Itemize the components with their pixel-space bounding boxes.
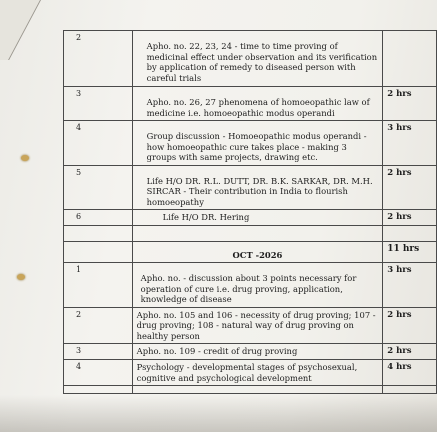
table-row — [64, 360, 437, 386]
table-row — [64, 165, 437, 210]
row-topic: Apho. no. 105 and 106 - necessity of drug proving; 107 - drug proving; 108 - natural way of drug proving on healthy person — [132, 307, 383, 344]
table-row — [64, 121, 437, 166]
row-topic: Apho. no. 26, 27 phenomena of homoeopathic law of medicine i.e. homoeopathic modus operandi — [132, 87, 383, 121]
row-number: 4 — [64, 121, 133, 166]
table-row — [64, 263, 437, 308]
row-hours: 2 hrs — [383, 210, 437, 226]
row-hours: 3 hrs — [383, 121, 437, 166]
row-hours — [383, 31, 437, 87]
row-hours: 2 hrs — [383, 344, 437, 360]
row-hours: 2 hrs — [383, 165, 437, 210]
table-row-empty — [64, 225, 437, 241]
table-row-empty — [64, 386, 437, 394]
row-hours: 2 hrs — [383, 87, 437, 121]
row-number: 5 — [64, 165, 133, 210]
row-number: 4 — [64, 360, 133, 386]
binder-hole-top — [21, 155, 29, 161]
table-row — [64, 210, 437, 226]
month-total-hours: 11 hrs — [383, 241, 437, 263]
row-number: 2 — [64, 31, 133, 87]
month-header-row — [64, 241, 437, 263]
row-number: 6 — [64, 210, 133, 226]
bottom-shadow — [0, 395, 437, 432]
row-topic: Apho. no. - discussion about 3 points necessary for operation of cure i.e. drug proving, application, knowledge of disease — [132, 263, 383, 308]
row-topic: Apho. no. 22, 23, 24 - time to time proving of medicinal effect under observation and its verification by application of remedy to diseased person with careful trials — [132, 31, 383, 87]
binder-hole-bottom — [17, 274, 25, 280]
row-number: 3 — [64, 344, 133, 360]
row-number: 1 — [64, 263, 133, 308]
table-row — [64, 87, 437, 121]
row-number: 2 — [64, 307, 133, 344]
month-label: OCT -2026 — [132, 241, 383, 263]
row-number: 3 — [64, 87, 133, 121]
row-topic: Life H/O DR. R.L. DUTT, DR. B.K. SARKAR, DR. M.H. SIRCAR - Their contribution in India to flourish homoeopathy — [132, 165, 383, 210]
row-topic: Psychology - developmental stages of psychosexual, cognitive and psychological development — [132, 360, 383, 386]
row-hours: 4 hrs — [383, 360, 437, 386]
syllabus-table — [63, 30, 437, 394]
row-topic: Group discussion - Homoeopathic modus operandi - how homoeopathic cure takes place - making 3 groups with same projects, drawing etc. — [132, 121, 383, 166]
row-hours: 2 hrs — [383, 307, 437, 344]
table-row — [64, 31, 437, 87]
table-row — [64, 344, 437, 360]
table-row — [64, 307, 437, 344]
row-topic: Life H/O DR. Hering — [132, 210, 383, 226]
row-topic: Apho. no. 109 - credit of drug proving — [132, 344, 383, 360]
row-hours: 3 hrs — [383, 263, 437, 308]
